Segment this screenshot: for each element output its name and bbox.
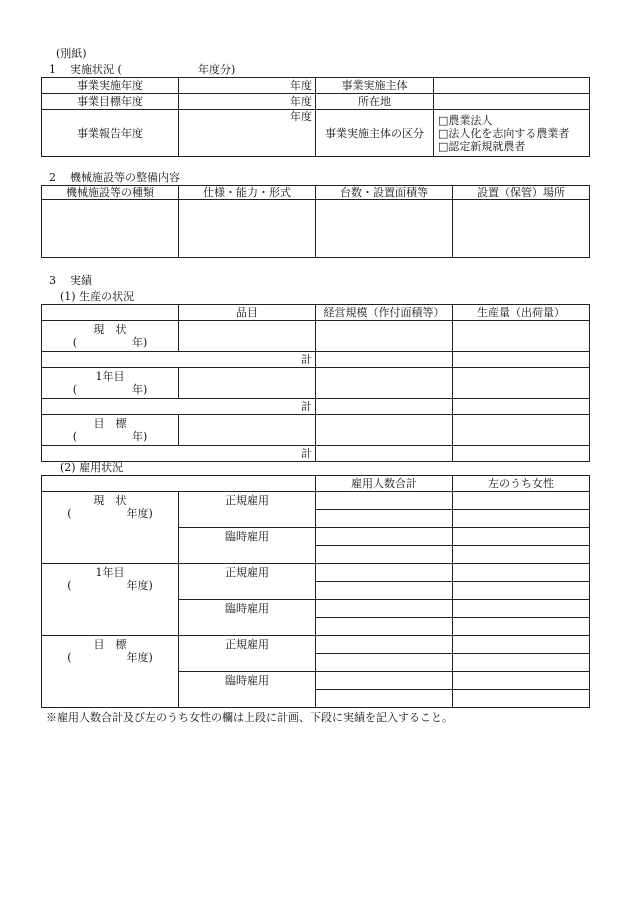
- plan-women-field[interactable]: [453, 600, 590, 618]
- period-label: 現 状: [93, 494, 127, 507]
- scale-field[interactable]: [316, 415, 453, 446]
- option-agri-corp[interactable]: □農業法人: [438, 113, 493, 127]
- period-cell: [42, 415, 179, 446]
- period-cell: [42, 564, 179, 636]
- temporary-employment-label: 臨時雇用: [179, 672, 316, 708]
- table-row: [42, 399, 590, 415]
- period-year: ( 年): [72, 430, 148, 443]
- period-label: 1年目: [95, 370, 125, 383]
- period-cell: [42, 321, 179, 352]
- target-year-field[interactable]: 年度: [179, 94, 316, 110]
- implementer-label: 事業実施主体: [316, 78, 434, 94]
- impl-year-label: 事業実施年度: [42, 78, 179, 94]
- output-field[interactable]: [453, 321, 590, 352]
- quantity-field[interactable]: [316, 200, 453, 258]
- actual-women-field[interactable]: [453, 546, 590, 564]
- section2-number: 2: [49, 171, 56, 184]
- location-field[interactable]: [434, 94, 590, 110]
- table-row: [42, 415, 590, 446]
- actual-total-field[interactable]: [316, 582, 453, 600]
- scale-total-field[interactable]: [316, 352, 453, 368]
- section3-title: 実績: [70, 274, 92, 287]
- plan-total-field[interactable]: [316, 600, 453, 618]
- option-aspiring-corp[interactable]: □法人化を志向する農業者: [438, 126, 570, 140]
- period-label: 1年目: [95, 566, 125, 579]
- col-header-total-employees: 雇用人数合計: [316, 476, 453, 492]
- period-cell: [42, 636, 179, 708]
- col-header-specs: 仕様・能力・形式: [179, 186, 316, 200]
- section1-number: 1: [49, 63, 56, 76]
- total-label: 計: [42, 352, 316, 368]
- plan-women-field[interactable]: [453, 672, 590, 690]
- period-year: ( 年度): [67, 651, 153, 664]
- implementer-category-options: [434, 110, 590, 157]
- output-total-field[interactable]: [453, 399, 590, 415]
- output-total-field[interactable]: [453, 446, 590, 462]
- implementation-table: [41, 77, 590, 157]
- actual-total-field[interactable]: [316, 618, 453, 636]
- actual-women-field[interactable]: [453, 618, 590, 636]
- attachment-label: (別紙): [56, 47, 87, 60]
- table-row: [42, 492, 590, 510]
- table-row: [42, 78, 590, 94]
- plan-total-field[interactable]: [316, 492, 453, 510]
- regular-employment-label: 正規雇用: [179, 564, 316, 600]
- item-field[interactable]: [179, 415, 316, 446]
- period-year: ( 年度): [67, 507, 153, 520]
- section1-title: 実施状況 (: [70, 63, 122, 76]
- period-year: ( 年): [72, 383, 148, 396]
- col-header-item: 品目: [179, 305, 316, 321]
- actual-total-field[interactable]: [316, 510, 453, 528]
- col-header-quantity: 台数・設置面積等: [316, 186, 453, 200]
- col-header-location: 設置（保管）場所: [453, 186, 590, 200]
- option-certified-new-farmer[interactable]: □認定新規就農者: [438, 139, 526, 153]
- footnote: ※雇用人数合計及び左のうち女性の欄は上段に計画、下段に実績を記入すること。: [46, 711, 453, 724]
- table-row: [42, 636, 590, 654]
- report-year-label: 事業報告年度: [42, 110, 179, 157]
- location-label: 所在地: [316, 94, 434, 110]
- regular-employment-label: 正規雇用: [179, 492, 316, 528]
- scale-field[interactable]: [316, 321, 453, 352]
- output-field[interactable]: [453, 415, 590, 446]
- implementer-field[interactable]: [434, 78, 590, 94]
- plan-women-field[interactable]: [453, 528, 590, 546]
- table-row: [42, 186, 590, 200]
- actual-women-field[interactable]: [453, 690, 590, 708]
- table-row: [42, 305, 590, 321]
- plan-total-field[interactable]: [316, 564, 453, 582]
- scale-field[interactable]: [316, 368, 453, 399]
- period-cell: [42, 368, 179, 399]
- actual-women-field[interactable]: [453, 510, 590, 528]
- actual-total-field[interactable]: [316, 690, 453, 708]
- table-row: [42, 110, 590, 157]
- table-row: [42, 321, 590, 352]
- actual-women-field[interactable]: [453, 582, 590, 600]
- plan-women-field[interactable]: [453, 636, 590, 654]
- total-label: 計: [42, 446, 316, 462]
- table-row: [42, 200, 590, 258]
- section2-title: 機械施設等の整備内容: [70, 171, 180, 184]
- plan-total-field[interactable]: [316, 528, 453, 546]
- table-row: [42, 352, 590, 368]
- item-field[interactable]: [179, 321, 316, 352]
- target-year-label: 事業目標年度: [42, 94, 179, 110]
- scale-total-field[interactable]: [316, 399, 453, 415]
- production-table: [41, 304, 590, 462]
- table-row: [42, 476, 590, 492]
- period-cell: [42, 492, 179, 564]
- blank-header: [42, 305, 179, 321]
- col-header-equipment-type: 機械施設等の種類: [42, 186, 179, 200]
- impl-year-field[interactable]: 年度: [179, 78, 316, 94]
- output-total-field[interactable]: [453, 352, 590, 368]
- actual-total-field[interactable]: [316, 546, 453, 564]
- location-field[interactable]: [453, 200, 590, 258]
- plan-women-field[interactable]: [453, 564, 590, 582]
- period-year: ( 年): [72, 336, 148, 349]
- table-row: [42, 446, 590, 462]
- production-subtitle: (1) 生産の状況: [60, 290, 135, 303]
- equipment-table: [41, 185, 590, 258]
- section3-number: 3: [49, 274, 56, 287]
- col-header-women: 左のうち女性: [453, 476, 590, 492]
- implementer-category-label: 事業実施主体の区分: [316, 110, 434, 157]
- equipment-type-field[interactable]: [42, 200, 179, 258]
- period-year: ( 年度): [67, 579, 153, 592]
- section1-suffix: 年度分): [198, 63, 236, 76]
- col-header-output: 生産量（出荷量）: [453, 305, 590, 321]
- actual-total-field[interactable]: [316, 654, 453, 672]
- output-field[interactable]: [453, 368, 590, 399]
- plan-total-field[interactable]: [316, 636, 453, 654]
- temporary-employment-label: 臨時雇用: [179, 600, 316, 636]
- scale-total-field[interactable]: [316, 446, 453, 462]
- employment-table: [41, 475, 590, 708]
- temporary-employment-label: 臨時雇用: [179, 528, 316, 564]
- employment-subtitle: (2) 雇用状況: [60, 461, 124, 474]
- period-label: 目 標: [93, 638, 127, 651]
- specs-field[interactable]: [179, 200, 316, 258]
- col-header-scale: 経営規模（作付面積等）: [316, 305, 453, 321]
- item-field[interactable]: [179, 368, 316, 399]
- table-row: [42, 94, 590, 110]
- plan-total-field[interactable]: [316, 672, 453, 690]
- regular-employment-label: 正規雇用: [179, 636, 316, 672]
- blank-header: [42, 476, 316, 492]
- table-row: [42, 564, 590, 582]
- total-label: 計: [42, 399, 316, 415]
- table-row: [42, 368, 590, 399]
- period-label: 現 状: [93, 323, 127, 336]
- report-year-field[interactable]: 年度: [179, 110, 316, 157]
- actual-women-field[interactable]: [453, 654, 590, 672]
- plan-women-field[interactable]: [453, 492, 590, 510]
- period-label: 目 標: [93, 417, 127, 430]
